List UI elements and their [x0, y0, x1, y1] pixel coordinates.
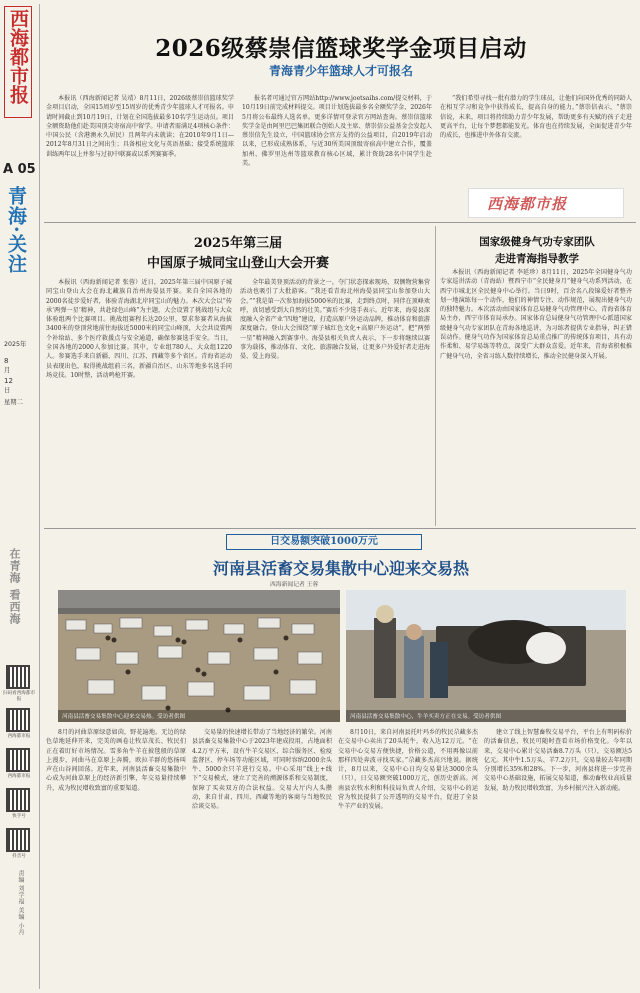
editor-credits	[16, 870, 32, 982]
slogan-text: 在青海 看西海	[8, 548, 21, 625]
qr-code-icon[interactable]	[6, 828, 30, 852]
publish-date	[4, 340, 32, 408]
qr-label: 西海都市报	[7, 734, 31, 739]
market-photo-traders	[346, 590, 626, 722]
photo1-caption: 河南县活畜交易集散中心迎来交易热。受访者供图	[62, 714, 186, 720]
market-photo-aerial-graphic	[58, 590, 340, 722]
market-article-col3: 8月10日，来自河南县托叶玛乡的牧民尕藏多杰在交易中心卖出了20头牦牛，收入达12万元。“在交易中心交易方便快捷，价格公道，不用再像以前那样四处奔波寻找买家。”尕藏多杰高兴地说。据统计，8月以来，交易中心日均交易量达3000余头（只），日交易额突破1000万元，创历史新高。河南县农牧水利和科技局负责人介绍，交易中心的运营为牧民提供了公开透明的交易平台，促进了全县牛羊产业的发展。	[338, 729, 478, 811]
market-article-col2: 交易量的快速增长带动了当地经济的繁荣。河南县活畜交易集散中心于2023年建成投用，占地面积4.2万平方米，设有牛羊交易区、综合服务区、检疫监督区、停车场等功能区域，可同时容纳2000余头牛、5000余只羊进行交易。中心采用“线上+线下”交易模式，建立了完善的溯源体系和交易制度，保障了买卖双方的合法权益。交易大厅内人头攒动，来自甘肃、四川、西藏等地的客商与当地牧民洽谈交易。	[192, 729, 332, 811]
promo-box	[468, 188, 624, 218]
market-kicker: 日交易额突破1000万元	[270, 536, 378, 547]
qr-code-icon[interactable]	[6, 665, 30, 689]
qr-label: 快手号	[12, 814, 26, 819]
masthead-logo	[4, 6, 32, 118]
date-weekday: 星期二	[4, 399, 23, 406]
masthead-text: 西海都市报	[7, 9, 29, 104]
middle-divider	[44, 528, 636, 529]
qr-code-icon[interactable]	[6, 708, 30, 732]
qr-label: 抖音号	[12, 854, 26, 859]
mountain-headline-line2: 中国原子城同宝山登山大会开赛	[146, 256, 329, 271]
market-byline: 西海新闻记者 王蓉	[270, 582, 319, 588]
qr-code-icon[interactable]	[6, 788, 30, 812]
date-day: 12	[4, 377, 13, 385]
section-title	[3, 186, 35, 338]
qigong-article-body: 本报讯（西海新闻记者 李延珍）8月11日，2025年全国健身气功专家巡讲活动（青海站）暨西宁市“全民健身月”健身气功系列活动，在西宁市城北区全民健身中心举行。当日9时，百余名八段锦爱好者整齐划一地演练每一个动作，他们的神情专注、动作规范，展现出健身气功的独特魅力。本次活动由国家体育总局健身气功管理中心、青海省体育局主办，西宁市体育局承办。国家体育总局健身气功管理中心派遣国家级健身气功专家团队在青海各地巡讲，为习练者提供专业指导，纠正错误动作。健身气功作为国家体育总局重点推广的传统体育项目，具有动作柔和、易学易练等特点，深受广大群众喜爱。近年来，青海省积极推广健身气功，全省习练人数持续增长，推动全民健身深入开展。	[440, 269, 632, 360]
market-photo-aerial	[58, 590, 340, 722]
top-article-col1: 本报讯（西海新闻记者 吴靖）8月11日，2026级蔡崇信篮球奖学金项目启动，全国15周岁至15周岁的优秀青少年篮球人才可报名。申请时间截止到10月19日，计划在全国选拔最多10名学生运动员。项目全额资助他们赴美国顶尖寄宿高中留学。申请者需满足4项核心条件：中国公民（含港澳永久居民）且两年内未就读；在2010年9月1日—2012年8月31日之间出生；具备相应文化与英语基础；接受系统篮球训练两年以上并参与过初中联赛或以系列赛赛季。	[46, 95, 234, 158]
top-subheadline: 青海青少年篮球人才可报名	[268, 64, 413, 78]
mountain-article-col2: 全年最美登顶活动的背景之一，夺门状态探索现场，双侧物营集营活动也吸引了大批游客。“我还看青海北州海晏县同宝山参加登山大会。”“我是第一次参加海拔5000米的比赛，走到终点时，同伴在顶峰欢呼，真切感受到大自然的壮美。”赛后不少选手表示。近年来，海晏县深度融入全省产业“四地”建设，打造高原户外运动品牌，推动体育和旅游深度融合。登山大会围绕“原子城红色文化+高原户外运动”，把“两弹一星”精神融入到赛事中。海晏县相关负责人表示，下一步将继续以赛事为载体，推动体育、文化、旅游融合发展，让更多户外爱好者走进海晏、爱上海晏。	[240, 279, 430, 361]
column-divider	[435, 226, 436, 526]
date-year: 2025年	[4, 341, 27, 348]
editor-credits-text: 责编 刘学福 美编 小丹	[17, 870, 24, 936]
qr-code-icon[interactable]	[6, 748, 30, 772]
top-article-col3: “我们希望寻找一批有潜力的学生球员，让他们向国外优秀的同龄人在相互学习和竞争中获得成长，提高自身的能力，”蔡崇信表示，“蔡崇信说，未来，项目将持续助力青少年发展，帮助更多有天赋的孩子走进更高平台，让每个梦想都能发光。体育也在持续发展，全面促进青少年的成长，也推进中外体育交流。	[440, 95, 632, 140]
sidebar-slogan	[6, 548, 30, 658]
market-headline: 河南县活畜交易集散中心迎来交易热	[212, 559, 469, 578]
date-month: 8	[4, 357, 9, 365]
sidebar-divider	[39, 4, 40, 989]
page-number: A 05	[3, 162, 36, 177]
qr-label: 西海都市报	[7, 774, 31, 779]
section-title-text: 青海·关注	[5, 186, 27, 274]
market-article-col4: 建立了线上智慧畜牧交易平台，平台上有明码标价的活畜信息，牧民可随时查看市场价格变化。今年以来，交易中心累计交易活畜8.7万头（只），交易额达5亿元。其中牛1.5万头、羊7.2万只，交易量较去年同期分别增长35%和28%。下一步，河南县将进一步完善交易中心基础设施，拓展交易渠道，推动畜牧业高质量发展，助力牧民增收致富，为乡村振兴注入新动能。	[484, 729, 632, 792]
date-month-unit: 月	[4, 367, 11, 374]
market-photo-traders-graphic	[346, 590, 626, 722]
photo2-caption: 河南县活畜交易集散中心，牛羊买卖方正在交易。受访者供图	[350, 714, 502, 720]
date-day-unit: 日	[4, 387, 11, 394]
promo-box-label: 西海都市报	[487, 195, 568, 213]
top-article-col2: 报名者可通过官方网站http://www.joetsaihs.com/提交材料，于10月19日前完成材料提交。项目计划选拔最多名全额奖学金，2026年5月将公布最终人选名单。更多详情可登录官方网站查询。蔡崇信篮球奖学金是由阿里巴巴集团联合创始人及主席、蔡崇信公益基金会发起人蔡崇信先生设立，中国篮球协会官方支持的公益项目，自2019年启动以来，已形成成熟体系，与近30所美国顶级寄宿高中建立合作，覆盖加州、佛罗里达州等篮球教育核心区域，累计资助28名中国学生赴美。	[242, 95, 432, 168]
qigong-headline-line1: 国家级健身气功专家团队	[479, 236, 595, 248]
qr-label: 扫码看西海都市报	[2, 691, 36, 702]
mountain-headline-line1: 2025年第三届	[193, 236, 283, 251]
mountain-article-col1: 本报讯（西海新闻记者 张蓉）近日，2025年第三届中国原子城同宝山登山大会在海北藏族自治州海晏县开赛。来自全国各地的2000名徒步爱好者，体验青海湖北岸同宝山的魅力。本次大会以“传承‘两弹一星’精神，共赴绿色山峰”为主题，大会设置了挑战组与大众体验组两个比赛项目。挑战组赛程长达20公里，要求参赛者从海拔3400米的登顶营地前往海拔近5000米的同宝山峰顶，大会共设置两个补给站、多个医疗救援点与安全通道，确保参赛选手安全。当日，全国各地的2000人参加比赛。其中，专业组780人、大众组1220人。参赛选手来自新疆、四川、江苏、西藏等多个省区。青海省运动员表现出色，取得挑战组前三名，新疆自治区、山东等地多名选手同场竞技。10时整，活动鸣枪开赛。	[46, 279, 232, 379]
top-divider	[44, 222, 636, 223]
top-headline: 2026级蔡崇信篮球奖学金项目启动	[155, 35, 527, 62]
qigong-headline-line2: 走进青海指导教学	[495, 253, 579, 265]
market-article-col1: 8月的河曲草原绿意如茵，野花遍地。无边的绿色草地延伸开来，完美的画卷让牧草茂长、牧民们正在着盯好市场情况。雪多角牛羊在披毯般的草原上漫步，河曲马在草原上奔腾，欧拉羊群的悠扬叫声在山谷间回荡。近年来，河南县活畜交易集散中心成为河曲草原上的经济新引擎，年交易量持续攀升，成为牧民增收致富的重要渠道。	[46, 729, 186, 792]
market-kicker-box	[226, 534, 422, 550]
